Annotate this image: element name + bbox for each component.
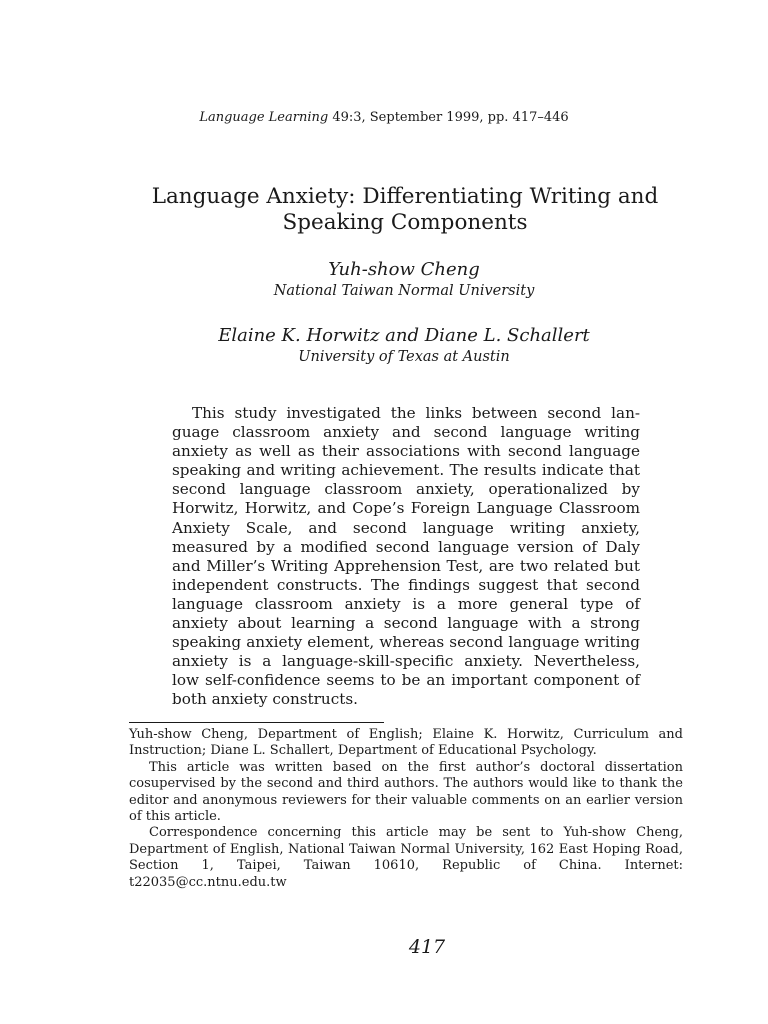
abstract: This study investigated the links between second language classroom anxiety and second language writing anxiety as well as their associations with second language speaking and writing achievement. The results indicate that second language classroom anxiety, operationalized by Horwitz, Horwitz, and Cope’s Foreign Language Classroom Anxiety Scale, and second language writing anxiety, measured by a modified second language version of Daly and Miller’s Writing Apprehension Test, are two related but independent constructs. The findings suggest that second language classroom anxiety is a more general type of anxiety about learning a second language with a strong speaking anxiety element, whereas second language writing anxiety is a language-skill-specific anxiety. Nevertheless, low self-confidence seems to be an important component of both anxiety constructs. (172, 404, 640, 709)
article-title: Language Anxiety: Differentiating Writing and Speaking Components (151, 184, 659, 235)
footnote-divider (129, 722, 384, 723)
author-names-secondary: Elaine K. Horwitz and Diane L. Schallert (218, 325, 590, 346)
author-affiliation-primary: National Taiwan Normal University (273, 283, 535, 299)
footnotes (129, 727, 683, 891)
page-number: 417 (408, 936, 446, 958)
journal-issue-info: 49:3, September 1999, pp. 417–446 (328, 110, 569, 125)
footnote-affiliations: Yuh-show Cheng, Department of English; Elaine K. Horwitz, Curriculum and Instruction; Diane L. Schallert, Department of Educational Psychology. (129, 727, 683, 759)
journal-citation (0, 109, 768, 127)
journal-name: Language Learning (199, 110, 329, 125)
footnote-correspondence: Correspondence concerning this article may be sent to Yuh-show Cheng, Department of English, National Taiwan Normal University, 162 East Hoping Road, Section 1, Taipei, Taiwan 10610, Republic of China. Internet: t22035@cc.ntnu.edu.tw (129, 825, 683, 890)
author-name-primary: Yuh-show Cheng (328, 259, 480, 280)
author-affiliation-secondary: University of Texas at Austin (298, 349, 510, 365)
footnote-acknowledgment: This article was written based on the first author’s doctoral dissertation cosupervised by the second and third authors. The authors would like to thank the editor and anonymous reviewers for their valuable comments on an earlier version of this article. (129, 759, 683, 825)
